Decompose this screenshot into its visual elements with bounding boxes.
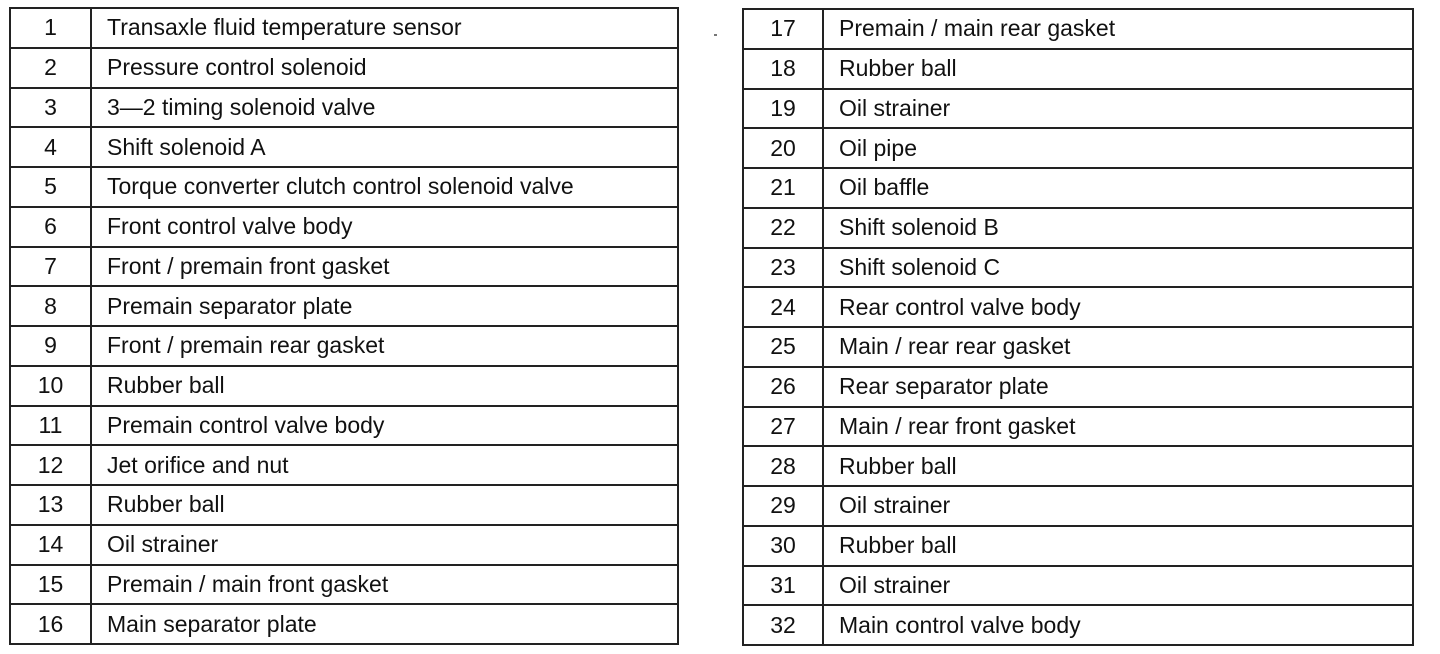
table-row [10,48,678,88]
part-description: Rubber ball [823,49,1413,89]
part-description: Shift solenoid B [823,208,1413,248]
part-number: 13 [10,485,91,525]
part-number: 11 [10,406,91,446]
table-row [10,286,678,326]
part-description: Premain / main front gasket [91,565,678,605]
table-row [743,9,1413,49]
part-description: Rubber ball [91,485,678,525]
part-number: 7 [10,247,91,287]
table-row [10,167,678,207]
part-number: 2 [10,48,91,88]
table-row [10,207,678,247]
part-description: Main separator plate [91,604,678,644]
part-number: 24 [743,287,823,327]
part-description: Rear separator plate [823,367,1413,407]
part-number: 15 [10,565,91,605]
part-number: 4 [10,127,91,167]
part-number: 18 [743,49,823,89]
table-row [10,366,678,406]
part-number: 6 [10,207,91,247]
part-number: 10 [10,366,91,406]
part-number: 23 [743,248,823,288]
part-description: Jet orifice and nut [91,445,678,485]
part-number: 17 [743,9,823,49]
part-description: Rear control valve body [823,287,1413,327]
part-number: 9 [10,326,91,366]
part-description: Rubber ball [823,526,1413,566]
table-row [10,88,678,128]
part-number: 21 [743,168,823,208]
part-number: 16 [10,604,91,644]
part-description: Torque converter clutch control solenoid valve [91,167,678,207]
part-number: 14 [10,525,91,565]
part-description: Oil strainer [823,486,1413,526]
part-description: Rubber ball [823,446,1413,486]
table-row [10,326,678,366]
part-description: Shift solenoid A [91,127,678,167]
part-description: Premain separator plate [91,286,678,326]
part-description: Oil pipe [823,128,1413,168]
part-number: 5 [10,167,91,207]
part-description: Front / premain rear gasket [91,326,678,366]
part-number: 27 [743,407,823,447]
part-description: Premain / main rear gasket [823,9,1413,49]
table-row [743,486,1413,526]
parts-table-left [9,7,679,645]
table-row [743,287,1413,327]
part-number: 22 [743,208,823,248]
part-description: Main control valve body [823,605,1413,645]
table-row [10,565,678,605]
parts-table-right [742,8,1414,646]
scan-speck [714,34,717,36]
part-number: 31 [743,566,823,606]
part-number: 1 [10,8,91,48]
part-description: Oil strainer [823,89,1413,129]
part-number: 25 [743,327,823,367]
table-row [743,208,1413,248]
table-row [743,367,1413,407]
part-description: 3—2 timing solenoid valve [91,88,678,128]
part-description: Oil strainer [823,566,1413,606]
part-description: Front control valve body [91,207,678,247]
part-description: Rubber ball [91,366,678,406]
table-row [10,247,678,287]
table-row [743,248,1413,288]
table-row [10,8,678,48]
table-row [743,566,1413,606]
table-row [743,526,1413,566]
part-number: 29 [743,486,823,526]
part-description: Oil baffle [823,168,1413,208]
table-row [10,127,678,167]
part-number: 28 [743,446,823,486]
part-description: Premain control valve body [91,406,678,446]
table-row [743,407,1413,447]
part-number: 19 [743,89,823,129]
part-description: Shift solenoid C [823,248,1413,288]
table-row [10,604,678,644]
part-description: Transaxle fluid temperature sensor [91,8,678,48]
table-row [10,525,678,565]
part-description: Pressure control solenoid [91,48,678,88]
table-row [743,168,1413,208]
part-number: 32 [743,605,823,645]
part-number: 8 [10,286,91,326]
part-number: 12 [10,445,91,485]
table-row [10,406,678,446]
part-description: Main / rear rear gasket [823,327,1413,367]
table-row [743,128,1413,168]
table-row [10,445,678,485]
table-row [743,89,1413,129]
part-number: 26 [743,367,823,407]
table-row [743,446,1413,486]
table-row [10,485,678,525]
part-description: Main / rear front gasket [823,407,1413,447]
table-row [743,327,1413,367]
table-row [743,49,1413,89]
part-description: Oil strainer [91,525,678,565]
part-number: 3 [10,88,91,128]
part-description: Front / premain front gasket [91,247,678,287]
table-row [743,605,1413,645]
part-number: 20 [743,128,823,168]
part-number: 30 [743,526,823,566]
